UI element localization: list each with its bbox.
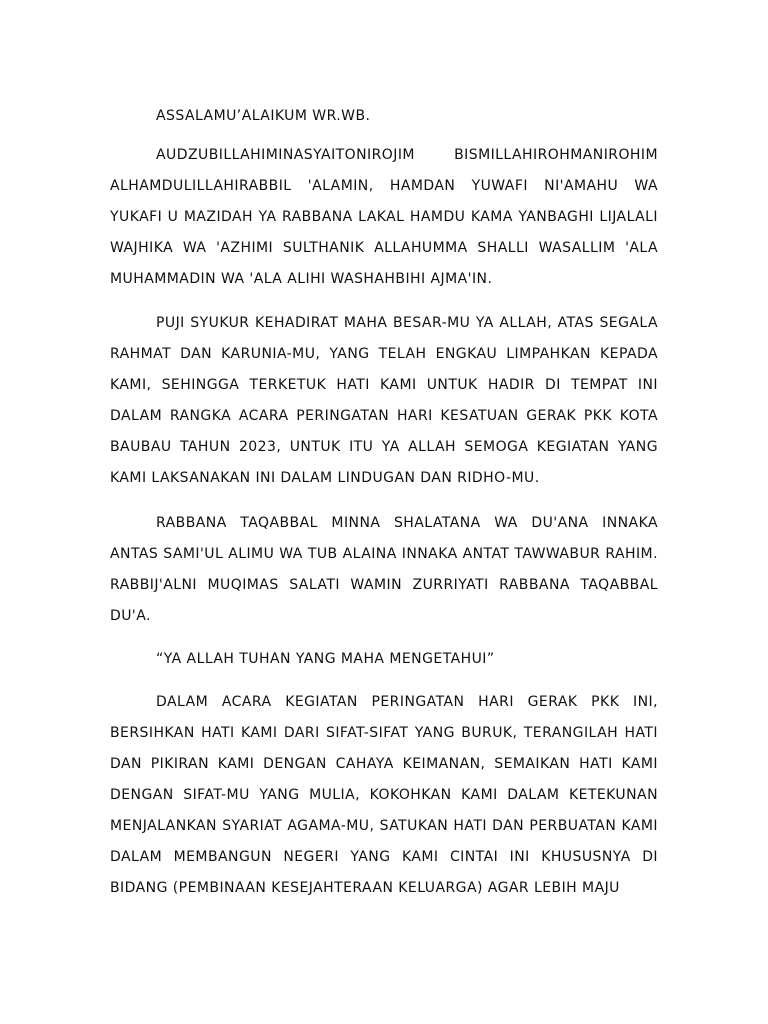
paragraph-opening-prayer: AUDZUBILLAHIMINASYAITONIROJIM BISMILLAHIROHMANIROHIM ALHAMDULILLAHIRABBIL 'ALAMIN, HAMDAN YUWAFI NI'AMAHU WA YUKAFI U MAZIDAH YA RABBANA LAKAL HAMDU KAMA YANBAGHI LIJALALI WAJHIKA WA 'AZHIMI SULTHANIK ALLAHUMMA SHALLI WASALLIM 'ALA MUHAMMADIN WA 'ALA ALIHI WASHAHBIHI AJMA'IN. (110, 147, 658, 287)
paragraph-invocation-heading: “YA ALLAH TUHAN YANG MAHA MENGETAHUI” (156, 651, 495, 667)
paragraph-praise: PUJI SYUKUR KEHADIRAT MAHA BESAR-MU YA ALLAH, ATAS SEGALA RAHMAT DAN KARUNIA-MU, YANG TELAH ENGKAU LIMPAHKAN KEPADA KAMI, SEHINGGA TERKETUK HATI KAMI UNTUK HADIR DI TEMPAT INI DALAM RANGKA ACARA PERINGATAN HARI KESATUAN GERAK PKK KOTA BAUBAU TAHUN 2023, UNTUK ITU YA ALLAH SEMOGA KEGIATAN YANG KAMI LAKSANAKAN INI DALAM LINDUGAN DAN RIDHO-MU. (110, 315, 658, 486)
paragraph-body: DALAM ACARA KEGIATAN PERINGATAN HARI GERAK PKK INI, BERSIHKAN HATI KAMI DARI SIFAT-SIFAT YANG BURUK, TERANGILAH HATI DAN PIKIRAN KAMI DENGAN CAHAYA KEIMANAN, SEMAIKAN HATI KAMI DENGAN SIFAT-MU YANG MULIA, KOKOHKAN KAMI DALAM KETEKUNAN MENJALANKAN SYARIAT AGAMA-MU, SATUKAN HATI DAN PERBUATAN KAMI DALAM MEMBANGUN NEGERI YANG KAMI CINTAI INI KHUSUSNYA DI BIDANG (PEMBINAAN KESEJAHTERAAN KELUARGA) AGAR LEBIH MAJU (110, 694, 658, 896)
greeting: ASSALAMU’ALAIKUM WR.WB. (156, 108, 371, 124)
paragraph-supplication: RABBANA TAQABBAL MINNA SHALATANA WA DU'ANA INNAKA ANTAS SAMI'UL ALIMU WA TUB ALAINA INNAKA ANTAT TAWWABUR RAHIM. RABBIJ'ALNI MUQIMAS SALATI WAMIN ZURRIYATI RABBANA TAQABBAL DU'A. (110, 515, 658, 624)
